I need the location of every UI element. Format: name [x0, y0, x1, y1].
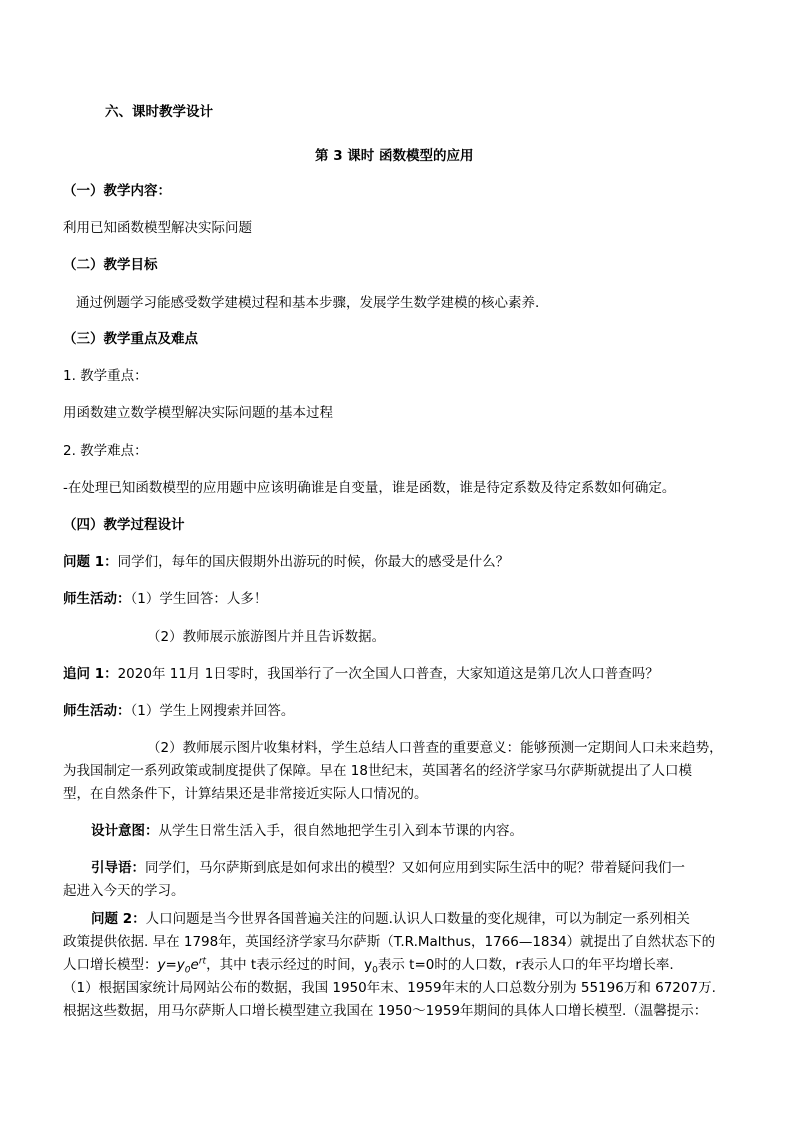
follow-up-label: 追问 1：: [63, 666, 118, 682]
activity-2-item-1: （1）学生上网搜索并回答。: [130, 703, 295, 719]
design-intent-text: 从学生日常生活入手，很自然地把学生引入到本节课的内容。: [158, 823, 523, 839]
question-2-part-1-line-2: 根据这些数据，用马尔萨斯人口增长模型建立我国在 1950～1959年期间的具体人口增长模型.（温馨提示：: [63, 1003, 708, 1019]
question-1-label: 问题 1：: [63, 554, 118, 570]
malthus-formula: $y=y_0e^{rt}$: [157, 956, 207, 976]
activity-2-item-2-line-3: 型，在自然条件下，计算结果还是非常接近实际人口情况的。: [63, 786, 428, 802]
question-1-text: 同学们，每年的国庆假期外出游玩的时候，你最大的感受是什么？: [117, 554, 510, 570]
activity-1-item-1: （1）学生回答：人多！: [130, 591, 268, 607]
guide-line-2: 起进入今天的学习。: [63, 883, 185, 899]
activity-2-item-2-line-2: 为我国制定一系列政策或制度提供了保障。早在 18世纪末，英国著名的经济学家马尔萨斯就提出了人口模: [63, 763, 692, 779]
activity-1: [63, 589, 267, 609]
content-heading: （一）教学内容：: [63, 183, 171, 199]
question-2-line-1: [91, 909, 690, 929]
activity-2-item-2-line-1: （2）教师展示图片收集材料，学生总结人口普查的重要意义：能够预测一定期间人口未来趋势，: [147, 740, 723, 756]
activity-label: 师生活动：: [63, 703, 131, 719]
activity-label: 师生活动：: [63, 591, 131, 607]
question-1: [63, 552, 509, 572]
guide-text: 同学们，马尔萨斯到底是如何求出的模型？又如何应用到实际生活中的呢？带着疑问我们一: [145, 860, 685, 876]
model-intro: 人口增长模型：: [63, 957, 158, 973]
follow-up-1: [63, 664, 659, 684]
activity-1-item-2: （2）教师展示旅游图片并且告诉数据。: [147, 629, 386, 645]
model-desc-1: ，其中 t表示经过的时间，y: [206, 957, 373, 973]
section-heading: 六、课时教学设计: [105, 104, 213, 120]
design-intent: [91, 821, 523, 841]
question-2-label: 问题 2：: [91, 911, 146, 927]
key-point-label: 1. 教学重点：: [63, 368, 148, 384]
guide-line-1: [91, 858, 685, 878]
lesson-title: 第 3 课时 函数模型的应用: [315, 148, 474, 164]
objective-body: 通过例题学习能感受数学建模过程和基本步骤，发展学生数学建模的核心素养.: [76, 295, 540, 311]
follow-up-text: 2020年 11月 1日零时，我国举行了一次全国人口普查，大家知道这是第几次人口普查吗？: [117, 666, 659, 682]
difficulty-label: 2. 教学难点：: [63, 443, 148, 459]
process-heading: （四）教学过程设计: [63, 517, 185, 533]
model-desc-2: 表示 t=0时的人口数，r表示人口的年平均增长率.: [377, 957, 674, 973]
key-point-body: 用函数建立数学模型解决实际问题的基本过程: [63, 405, 333, 421]
design-intent-label: 设计意图：: [91, 823, 159, 839]
difficulty-body: -在处理已知函数模型的应用题中应该明确谁是自变量，谁是函数，谁是待定系数及待定系数如何确定。: [63, 480, 676, 496]
question-2-line-3: 人口增长模型：$y=y_0e^{rt}$，其中 t表示经过的时间，$y_0$表示 t=0时的人口数，r表示人口的年平均增长率.: [63, 956, 674, 976]
question-2-text: 人口问题是当今世界各国普遍关注的问题.认识人口数量的变化规律，可以为制定一系列相关: [145, 911, 690, 927]
activity-2: [63, 701, 294, 721]
question-2-line-2: 政策提供依据. 早在 1798年，英国经济学家马尔萨斯（T.R.Malthus，1766—1834）就提出了自然状态下的: [63, 934, 716, 950]
guide-label: 引导语：: [91, 860, 145, 876]
question-2-part-1-line-1: （1）根据国家统计局网站公布的数据，我国 1950年末、1959年末的人口总数分别为 55196万和 67207万.: [63, 980, 716, 996]
content-body: 利用已知函数模型解决实际问题: [63, 220, 252, 236]
key-points-heading: （三）教学重点及难点: [63, 331, 198, 347]
objective-heading: （二）教学目标: [63, 257, 158, 273]
